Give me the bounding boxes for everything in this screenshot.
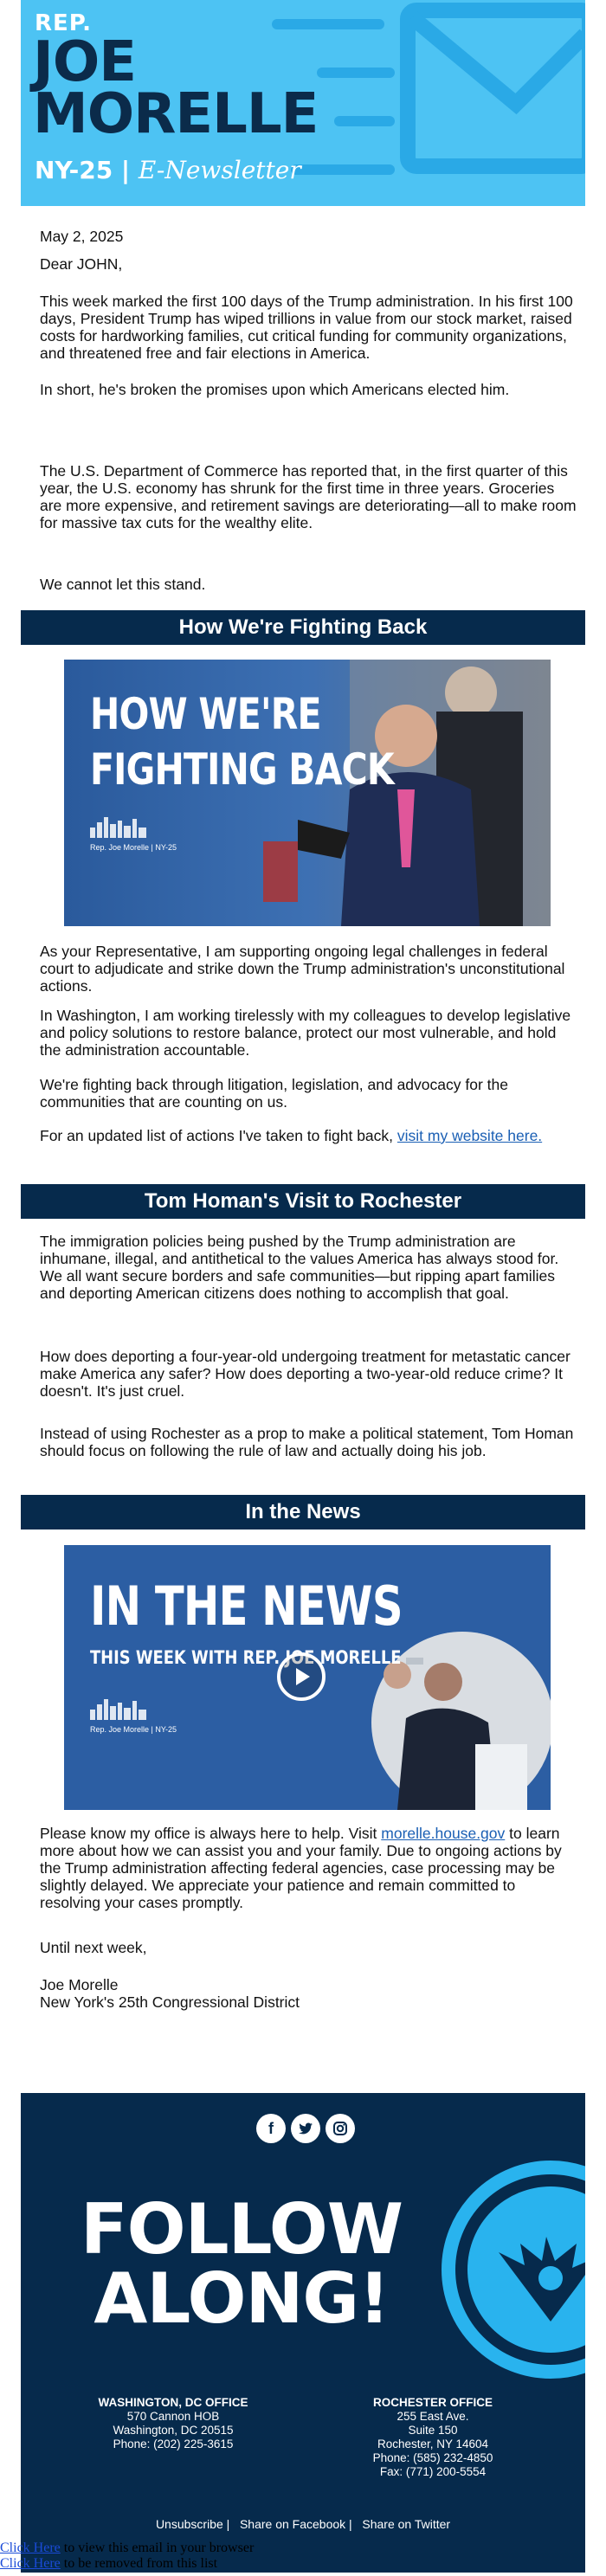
roc-office-title: ROCHESTER OFFICE: [372, 2396, 493, 2409]
remove-from-list-text: to be removed from this list: [60, 2556, 218, 2571]
separator: |: [222, 2517, 237, 2531]
footer: [21, 2093, 585, 2573]
fighting-image-caption: Rep. Joe Morelle | NY-25: [90, 843, 177, 852]
instagram-icon[interactable]: [326, 2114, 355, 2143]
closing-line: Until next week,: [40, 1939, 147, 1956]
view-in-browser-line: [0, 2541, 254, 2556]
fighting-paragraph: As your Representative, I am supporting ongoing legal challenges in federal court to adjudicate and strike down the Trump administration's unconstitutional actions.: [40, 943, 565, 995]
news-image-caption: Rep. Joe Morelle | NY-25: [90, 1725, 177, 1734]
news-help-paragraph: [40, 1825, 577, 1911]
view-in-browser-text: to view this email in your browser: [60, 2541, 255, 2555]
header-district: NY-25 |: [35, 156, 131, 184]
section-heading-fighting: How We're Fighting Back: [21, 610, 585, 645]
dc-office: [78, 2396, 268, 2451]
letter-date: May 2, 2025: [40, 228, 124, 245]
play-icon: [280, 1656, 322, 1697]
fighting-image-title-2: FIGHTING BACK: [90, 744, 394, 795]
fighting-paragraph: In Washington, I am working tirelessly with my colleagues to develop legislative and policy solutions to restore balance, protect our most vulnerable, and hold the administration accountable.: [40, 1007, 571, 1059]
unsubscribe-link[interactable]: Unsubscribe: [155, 2517, 223, 2531]
letter-greeting: Dear JOHN,: [40, 255, 123, 273]
social-icons: [256, 2114, 355, 2143]
roc-office-line: 255 East Ave.: [396, 2410, 469, 2423]
section-heading-news: In the News: [21, 1495, 585, 1530]
news-help-suffix: to learn more about how we can assist you and your family. Due to ongoing actions by the Trump administration affecting federal agencies, case processing may be slightly delayed. We appreciate your patience and remain committed to resolving your cases promptly.: [40, 1825, 562, 1911]
header-newsletter: E-Newsletter: [138, 156, 301, 184]
dc-office-line: 570 Cannon HOB: [126, 2410, 220, 2423]
dc-office-line: Phone: (202) 225-3615: [113, 2438, 234, 2450]
letter-paragraph: This week marked the first 100 days of the Trump administration. In his first 100 days, President Trump has wiped trillions in value from our stock market, raised costs for hardworking families, cut critical funding for community organizations, and threatened free and fair elections in America.: [40, 293, 573, 362]
in-the-news-video[interactable]: [64, 1545, 551, 1810]
fighting-paragraph-link: [40, 1127, 577, 1144]
letter-paragraph: In short, he's broken the promises upon which Americans elected him.: [40, 381, 510, 398]
house-gov-link[interactable]: morelle.house.gov: [381, 1825, 506, 1842]
news-help-prefix: Please know my office is always here to help. Visit: [40, 1825, 382, 1842]
fighting-image-title-1: HOW WE'RE: [90, 689, 321, 739]
fighting-link-prefix: For an updated list of actions I've taken to fight back,: [40, 1127, 397, 1144]
dc-office-line: Washington, DC 20515: [113, 2424, 234, 2437]
header-name: [33, 30, 319, 146]
header-rep: REP.: [35, 10, 92, 36]
section-heading-homan: Tom Homan's Visit to Rochester: [21, 1184, 585, 1219]
eagle-seal-icon: [438, 2157, 585, 2382]
remove-from-list-link[interactable]: Click Here: [0, 2556, 61, 2571]
homan-paragraph: Instead of using Rochester as a prop to make a political statement, Tom Homan should focus on following the rule of law and actually doing his job.: [40, 1425, 574, 1459]
twitter-icon[interactable]: [291, 2114, 320, 2143]
header-name-first: JOE: [33, 30, 136, 94]
follow-line-2: ALONG!: [93, 2258, 390, 2339]
fighting-back-image[interactable]: [64, 660, 551, 926]
fighting-paragraph: We're fighting back through litigation, legislation, and advocacy for the communities that are counting on us.: [40, 1076, 508, 1111]
signature-name: Joe Morelle: [40, 1976, 119, 1993]
roc-office-line: Rochester, NY 14604: [377, 2438, 489, 2450]
view-in-browser-link[interactable]: Click Here: [0, 2541, 61, 2555]
signature-title: New York's 25th Congressional District: [40, 1993, 300, 2011]
remove-from-list-line: [0, 2556, 217, 2572]
header-subtitle: [35, 156, 301, 184]
separator: |: [345, 2517, 359, 2531]
footer-links: [21, 2517, 585, 2531]
header-name-last: MORELLE: [33, 82, 319, 146]
news-image-title: IN THE NEWS: [90, 1575, 403, 1638]
letter-paragraph: We cannot let this stand.: [40, 576, 206, 593]
letter-paragraph: The U.S. Department of Commerce has reported that, in the first quarter of this year, the U.S. economy has shrunk for the first time in three years. Groceries are more expensive, and retirement savings are deteriorating—all to make room for massive tax cuts for the wealthy elite.: [40, 462, 577, 531]
share-facebook-link[interactable]: Share on Facebook: [239, 2517, 346, 2531]
homan-paragraph: How does deporting a four-year-old undergoing treatment for metastatic cancer make America any safer? How does deporting a two-year-old reduce crime? It doesn't. It's just cruel.: [40, 1348, 571, 1400]
header-banner: [21, 0, 585, 206]
share-twitter-link[interactable]: Share on Twitter: [362, 2517, 451, 2531]
website-link[interactable]: visit my website here.: [396, 1127, 543, 1144]
follow-along-heading: [64, 2189, 419, 2339]
homan-paragraph: The immigration policies being pushed by the Trump administration are inhumane, illegal, and antithetical to the values America has always stood for. We all want secure borders and safe communities—but ripping apart families and deporting American citizens does nothing to accomplish that goal.: [40, 1233, 559, 1302]
roc-office-line: Phone: (585) 232-4850: [372, 2451, 493, 2464]
roc-office-line: Fax: (771) 200-5554: [379, 2465, 487, 2478]
play-button[interactable]: [277, 1652, 326, 1701]
facebook-icon[interactable]: f: [256, 2114, 286, 2143]
rochester-office: [338, 2396, 528, 2479]
dc-office-title: WASHINGTON, DC OFFICE: [98, 2396, 248, 2409]
roc-office-line: Suite 150: [408, 2424, 458, 2437]
follow-line-1: FOLLOW: [80, 2189, 403, 2270]
news-image-subtitle: THIS WEEK WITH REP. JOE MORELLE: [90, 1647, 402, 1668]
